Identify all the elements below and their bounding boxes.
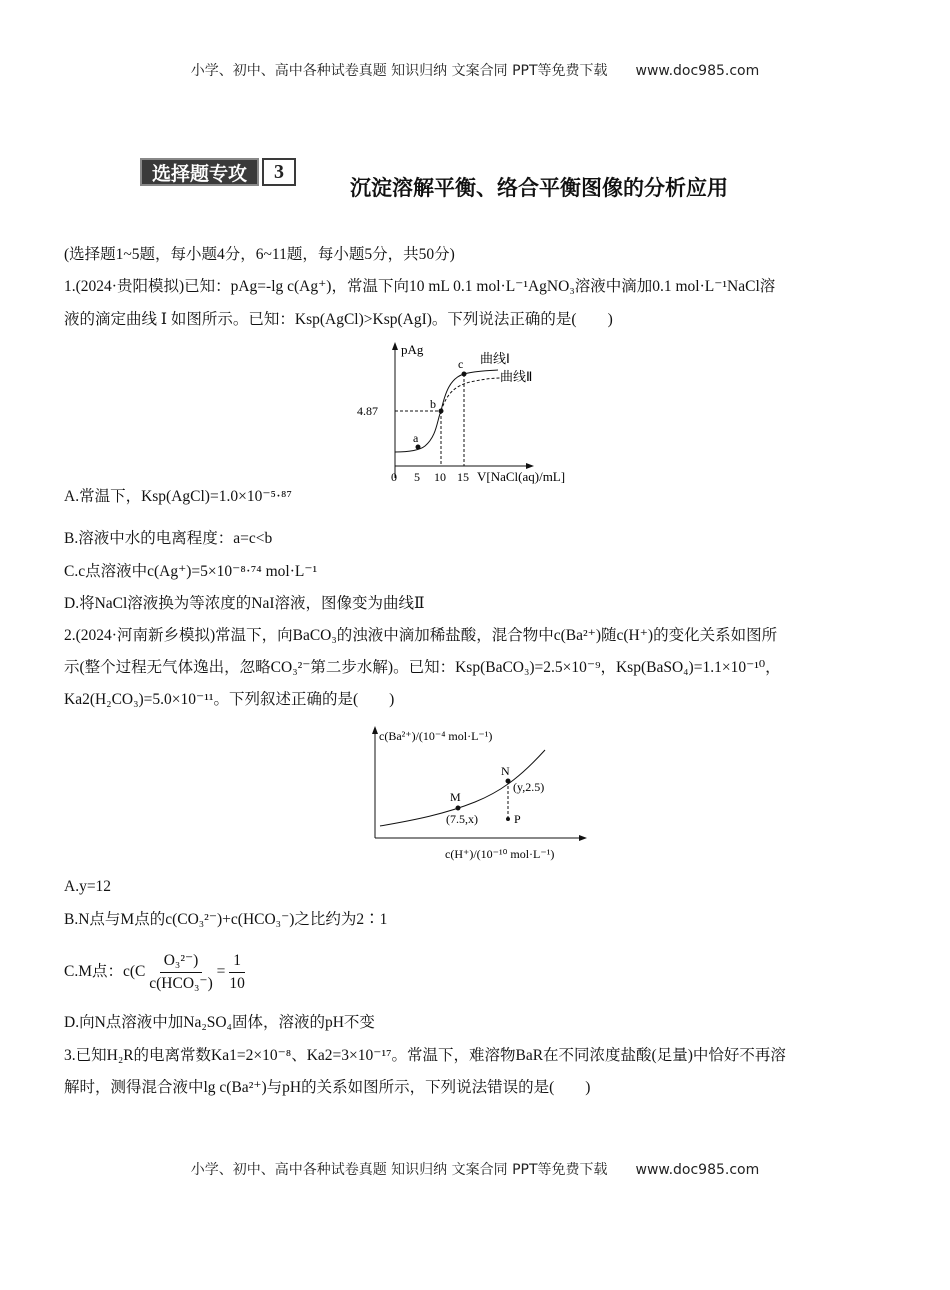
header-site-link[interactable]: www.doc985.com bbox=[635, 63, 760, 79]
point-m bbox=[456, 806, 461, 811]
option-c-equals: = bbox=[216, 963, 226, 981]
x-axis-arrow bbox=[579, 835, 587, 841]
point-c-label: c bbox=[458, 357, 464, 371]
x-axis-label: c(H⁺)/(10⁻¹⁰ mol·L⁻¹) bbox=[445, 847, 555, 861]
footer-site-link[interactable]: www.doc985.com bbox=[635, 1162, 760, 1178]
point-a bbox=[416, 445, 421, 450]
banner-label: 选择题专攻 bbox=[140, 158, 259, 186]
page-footer bbox=[0, 1159, 950, 1179]
header-text: 小学、初中、高中各种试卷真题 知识归纳 文案合同 PPT等免费下载 bbox=[190, 63, 608, 79]
q1-option-c[interactable]: C.c点溶液中c(Ag⁺)=5×10⁻⁸·⁷⁴ mol·L⁻¹ bbox=[64, 563, 318, 580]
point-b bbox=[439, 409, 444, 414]
point-a-label: a bbox=[413, 431, 419, 445]
q2-option-d[interactable]: D.向N点溶液中加Na₂SO₄固体，溶液的pH不变 bbox=[64, 1014, 375, 1031]
q1-stem-line1: 1.(2024·贵阳模拟)已知：pAg=-lg c(Ag⁺)，常温下向10 mL 0.1 mol·L⁻¹AgNO₃溶液中滴加0.1 mol·L⁻¹NaCl溶 bbox=[64, 278, 776, 295]
banner-number: 3 bbox=[262, 158, 296, 186]
x-tick-5: 5 bbox=[414, 470, 420, 484]
value-numerator: 1 bbox=[229, 950, 245, 973]
q2-option-c[interactable] bbox=[64, 950, 245, 995]
q2-option-a[interactable]: A.y=12 bbox=[64, 878, 112, 895]
q1-option-b[interactable]: B.溶液中水的电离程度：a=c<b bbox=[64, 530, 273, 547]
page-header bbox=[0, 60, 950, 80]
curve-2 bbox=[441, 378, 500, 411]
point-p bbox=[506, 817, 510, 821]
curve-2-label: 曲线Ⅱ bbox=[500, 369, 533, 384]
q2-barium-figure bbox=[355, 722, 595, 864]
y-axis-label: pAg bbox=[401, 342, 424, 357]
point-b-label: b bbox=[430, 397, 436, 411]
y-axis-arrow bbox=[372, 726, 378, 734]
q1-option-d[interactable]: D.将NaCl溶液换为等浓度的NaI溶液，图像变为曲线Ⅱ bbox=[64, 595, 425, 612]
point-n-label: N bbox=[501, 764, 510, 778]
option-c-prefix: C.M点：c(C bbox=[64, 963, 146, 981]
point-m-coord: (7.5,x) bbox=[446, 812, 478, 826]
x-tick-15: 15 bbox=[457, 470, 469, 484]
x-tick-0: 0 bbox=[391, 470, 397, 484]
q1-stem-line2: 液的滴定曲线 Ⅰ 如图所示。已知：Ksp(AgCl)>Ksp(AgI)。下列说法正确的是( ) bbox=[64, 311, 613, 328]
q2-stem-line2: 示(整个过程无气体逸出，忽略CO₃²⁻第二步水解)。已知：Ksp(BaCO₃)=2.5×10⁻⁹，Ksp(BaSO₄)=1.1×10⁻¹⁰， bbox=[64, 659, 781, 676]
q2-stem-line3: Ka2(H₂CO₃)=5.0×10⁻¹¹。下列叙述正确的是( ) bbox=[64, 691, 395, 708]
x-tick-10: 10 bbox=[434, 470, 446, 484]
q2-stem-line1: 2.(2024·河南新乡模拟)常温下，向BaCO₃的浊液中滴加稀盐酸，混合物中c(Ba²⁺)随c(H⁺)的变化关系如图所 bbox=[64, 627, 778, 644]
q3-stem-line2: 解时，测得混合液中lg c(Ba²⁺)与pH的关系如图所示，下列说法错误的是( ) bbox=[64, 1079, 591, 1096]
point-n-coord: (y,2.5) bbox=[513, 780, 545, 794]
q3-stem-line1: 3.已知H₂R的电离常数Ka1=2×10⁻⁸、Ka2=3×10⁻¹⁷。常温下，难溶物BaR在不同浓度盐酸(足量)中恰好不再溶 bbox=[64, 1047, 786, 1064]
q2-option-b[interactable]: B.N点与M点的c(CO₃²⁻)+c(HCO₃⁻)之比约为2∶1 bbox=[64, 911, 388, 928]
instructions: (选择题1~5题，每小题4分，6~11题，每小题5分，共50分) bbox=[64, 246, 455, 263]
point-c bbox=[462, 372, 467, 377]
fraction-denominator: c(HCO₃⁻) bbox=[149, 975, 213, 992]
curve-1-label: 曲线Ⅰ bbox=[480, 351, 510, 366]
y-tick-487: 4.87 bbox=[357, 404, 378, 418]
option-c-fraction bbox=[149, 950, 213, 995]
section-banner bbox=[140, 158, 296, 186]
y-axis-arrow bbox=[392, 342, 398, 350]
point-p-label: P bbox=[514, 812, 521, 826]
page-title: 沉淀溶解平衡、络合平衡图像的分析应用 bbox=[350, 176, 728, 200]
q1-option-a[interactable]: A.常温下，Ksp(AgCl)=1.0×10⁻⁵·⁸⁷ bbox=[64, 488, 292, 505]
footer-text: 小学、初中、高中各种试卷真题 知识归纳 文案合同 PPT等免费下载 bbox=[190, 1162, 608, 1178]
q1-titration-figure bbox=[355, 338, 595, 486]
value-denominator: 10 bbox=[229, 975, 245, 992]
option-c-value bbox=[229, 950, 245, 995]
fraction-numerator: O₃²⁻) bbox=[160, 950, 203, 973]
y-axis-label: c(Ba²⁺)/(10⁻⁴ mol·L⁻¹) bbox=[379, 729, 493, 743]
x-axis-label: V[NaCl(aq)/mL] bbox=[477, 469, 566, 484]
point-m-label: M bbox=[450, 790, 461, 804]
